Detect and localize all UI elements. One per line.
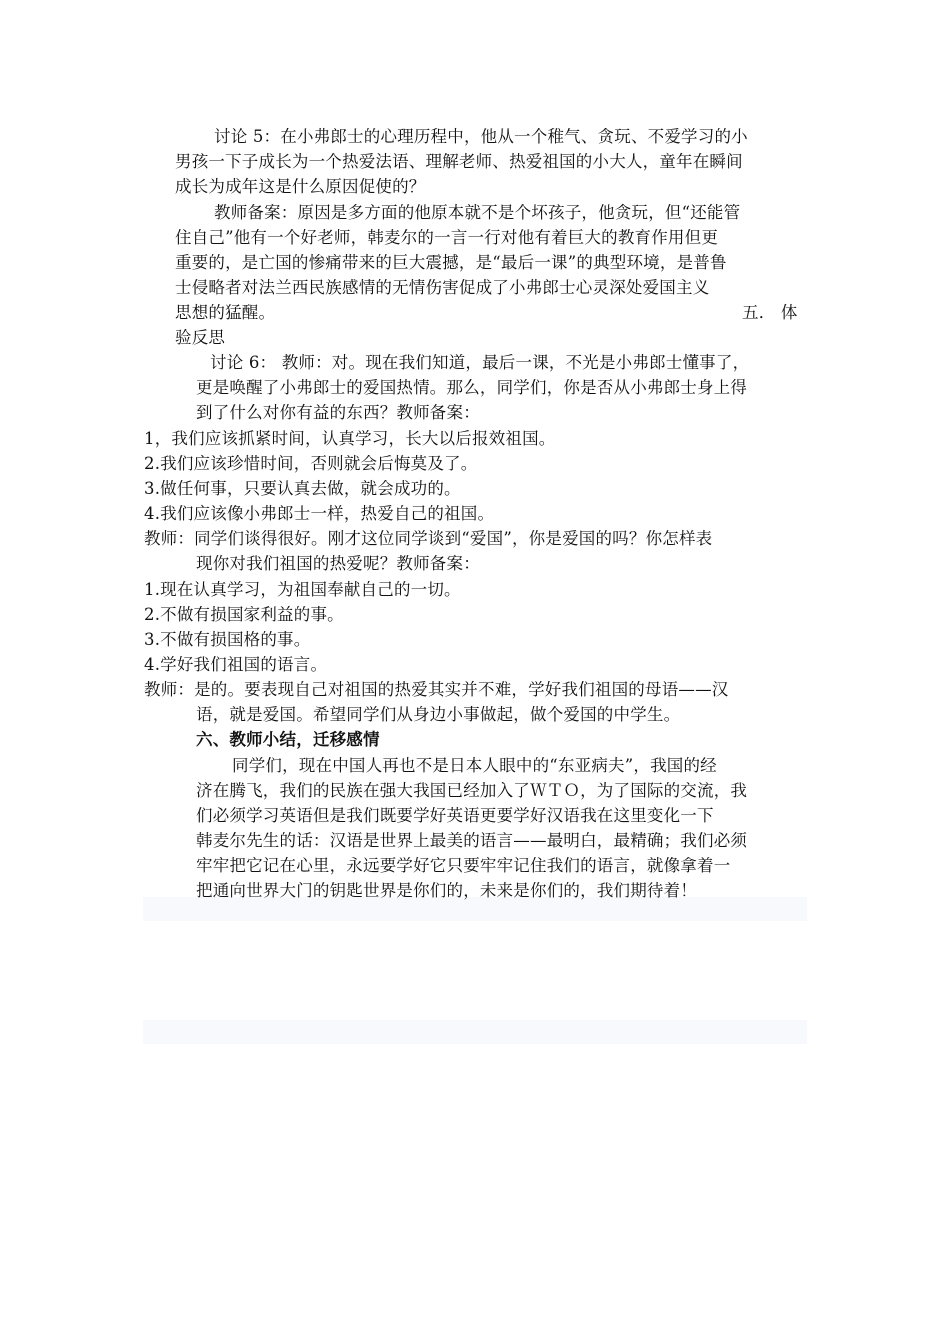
section-5-heading: 五． 体 (742, 303, 798, 322)
text-line: 同学们，现在中国人再也不是日本人眼中的“东亚病夫”，我国的经 (232, 756, 717, 775)
list-item: 2.我们应该珍惜时间，否则就会后悔莫及了。 (144, 454, 478, 473)
text-line: 教师：是的。要表现自己对祖国的热爱其实并不难，学好我们祖国的母语——汉 (144, 680, 729, 699)
list-item: 2.不做有损国家利益的事。 (144, 605, 344, 624)
text-line: 成长为成年这是什么原因促使的？ (175, 177, 426, 196)
text-line: 现你对我们祖国的热爱呢？教师备案： (196, 554, 480, 573)
list-item: 1，我们应该抓紧时间，认真学习，长大以后报效祖国。 (144, 429, 556, 448)
text-line: 济在腾飞，我们的民族在强大我国已经加入了ＷＴＯ，为了国际的交流，我 (196, 781, 748, 800)
list-item: 3.做任何事，只要认真去做，就会成功的。 (144, 479, 461, 498)
text-line: 讨论 6： 教师：对。现在我们知道，最后一课，不光是小弗郎士懂事了， (210, 353, 750, 372)
text-line: 把通向世界大门的钥匙世界是你们的，未来是你们的，我们期待着！ (196, 881, 697, 900)
text-line: 讨论 5：在小弗郎士的心理历程中，他从一个稚气、贪玩、不爱学习的小 (214, 127, 748, 146)
list-item: 1.现在认真学习，为祖国奉献自己的一切。 (144, 580, 461, 599)
list-item: 4.我们应该像小弗郎士一样，热爱自己的祖国。 (144, 504, 495, 523)
text-line: 牢牢把它记在心里，永远要学好它只要牢牢记住我们的语言，就像拿着一 (196, 856, 731, 875)
list-item: 3.不做有损国格的事。 (144, 630, 311, 649)
text-line: 思想的猛醒。 (175, 303, 276, 322)
text-line: 到了什么对你有益的东西？教师备案： (196, 403, 480, 422)
section-5-heading-cont: 验反思 (175, 328, 226, 347)
text-line: 语，就是爱国。希望同学们从身边小事做起，做个爱国的中学生。 (196, 705, 681, 724)
text-line: 韩麦尔先生的话：汉语是世界上最美的语言——最明白，最精确；我们必须 (196, 831, 748, 850)
text-line: 重要的，是亡国的惨痛带来的巨大震撼，是“最后一课”的典型环境，是普鲁 (175, 253, 727, 272)
section-6-heading: 六、教师小结，迁移感情 (196, 730, 380, 749)
shaded-band-2 (143, 1020, 807, 1044)
text-line: 们必须学习英语但是我们既要学好英语更要学好汉语我在这里变化一下 (196, 806, 714, 825)
text-line: 士侵略者对法兰西民族感情的无情伤害促成了小弗郎士心灵深处爱国主义 (175, 278, 710, 297)
list-item: 4.学好我们祖国的语言。 (144, 655, 328, 674)
text-line: 教师备案：原因是多方面的他原本就不是个坏孩子，他贪玩，但“还能管 (214, 203, 741, 222)
text-line: 更是唤醒了小弗郎士的爱国热情。那么，同学们，你是否从小弗郎士身上得 (196, 378, 748, 397)
text-line: 男孩一下子成长为一个热爱法语、理解老师、热爱祖国的小大人，童年在瞬间 (175, 152, 743, 171)
text-line: 住自己”他有一个好老师，韩麦尔的一言一行对他有着巨大的教育作用但更 (175, 228, 719, 247)
text-line: 教师：同学们谈得很好。刚才这位同学谈到“爱国”，你是爱国的吗？你怎样表 (144, 529, 713, 548)
